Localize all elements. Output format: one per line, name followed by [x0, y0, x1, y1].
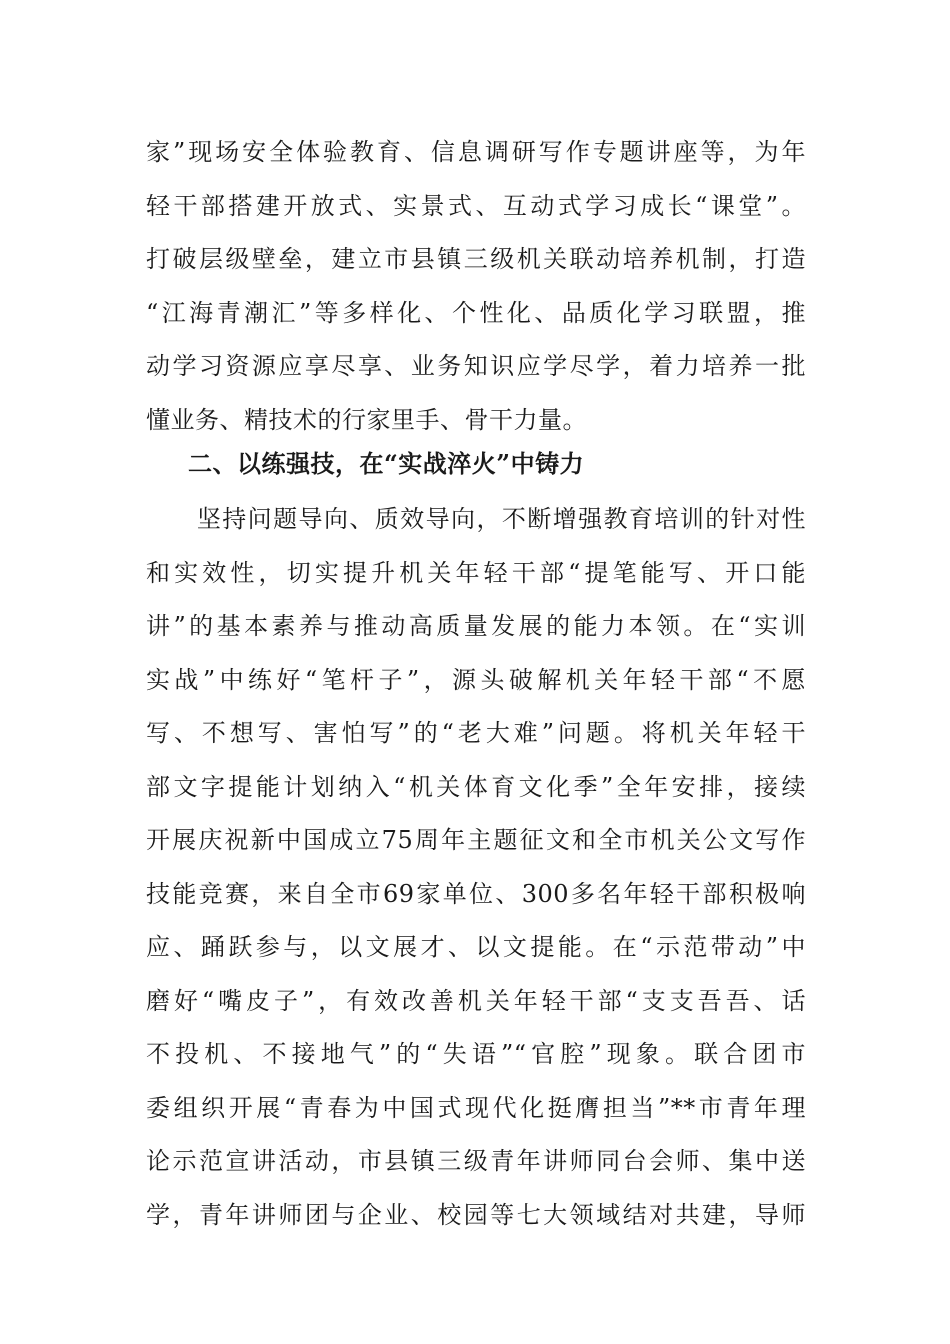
paragraph-2-line: 开展庆祝新中国成立75周年主题征文和全市机关公文写作	[146, 826, 806, 854]
paragraph-2-line: 和实效性，切实提升机关年轻干部“提笔能写、开口能	[146, 558, 806, 587]
paragraph-2-line: 委组织开展“青春为中国式现代化挺膺担当”**市青年理	[146, 1093, 806, 1122]
paragraph-1-line: 动学习资源应享尽享、业务知识应学尽学，着力培养一批	[146, 352, 806, 380]
paragraph-2-line: 应、踊跃参与，以文展才、以文提能。在“示范带动”中	[146, 933, 806, 961]
paragraph-2-line: 坚持问题导向、质效导向，不断增强教育培训的针对性	[146, 505, 806, 533]
paragraph-1	[146, 126, 806, 447]
paragraph-2-line: 不投机、不接地气”的“失语”“官腔”现象。联合团市	[146, 1040, 806, 1068]
paragraph-2-line: 讲”的基本素养与推动高质量发展的能力本领。在“实训	[146, 612, 806, 640]
paragraph-2-line: 学，青年讲师团与企业、校园等七大领域结对共建，导师	[146, 1200, 806, 1229]
paragraph-1-line: “江海青潮汇”等多样化、个性化、品质化学习联盟，推	[146, 298, 806, 327]
paragraph-2	[146, 493, 806, 1242]
paragraph-1-line: 家”现场安全体验教育、信息调研写作专题讲座等，为年	[146, 138, 806, 166]
paragraph-2-line: 实战”中练好“笔杆子”，源头破解机关年轻干部“不愿	[146, 665, 806, 694]
section-heading: 二、以练强技，在“实战淬火”中铸力	[188, 449, 585, 478]
paragraph-1-line: 懂业务、精技术的行家里手、骨干力量。	[146, 405, 587, 434]
paragraph-1-line: 轻干部搭建开放式、实景式、互动式学习成长“课堂”。	[146, 191, 806, 220]
paragraph-2-line: 技能竞赛，来自全市69家单位、300多名年轻干部积极响	[146, 879, 806, 908]
paragraph-2-line: 磨好“嘴皮子”，有效改善机关年轻干部“支支吾吾、话	[146, 986, 806, 1015]
paragraph-1-line: 打破层级壁垒，建立市县镇三级机关联动培养机制，打造	[146, 245, 806, 273]
paragraph-2-line: 论示范宣讲活动，市县镇三级青年讲师同台会师、集中送	[146, 1147, 806, 1175]
paragraph-2-line: 部文字提能计划纳入“机关体育文化季”全年安排，接续	[146, 772, 806, 801]
paragraph-2-line: 写、不想写、害怕写”的“老大难”问题。将机关年轻干	[146, 719, 806, 747]
